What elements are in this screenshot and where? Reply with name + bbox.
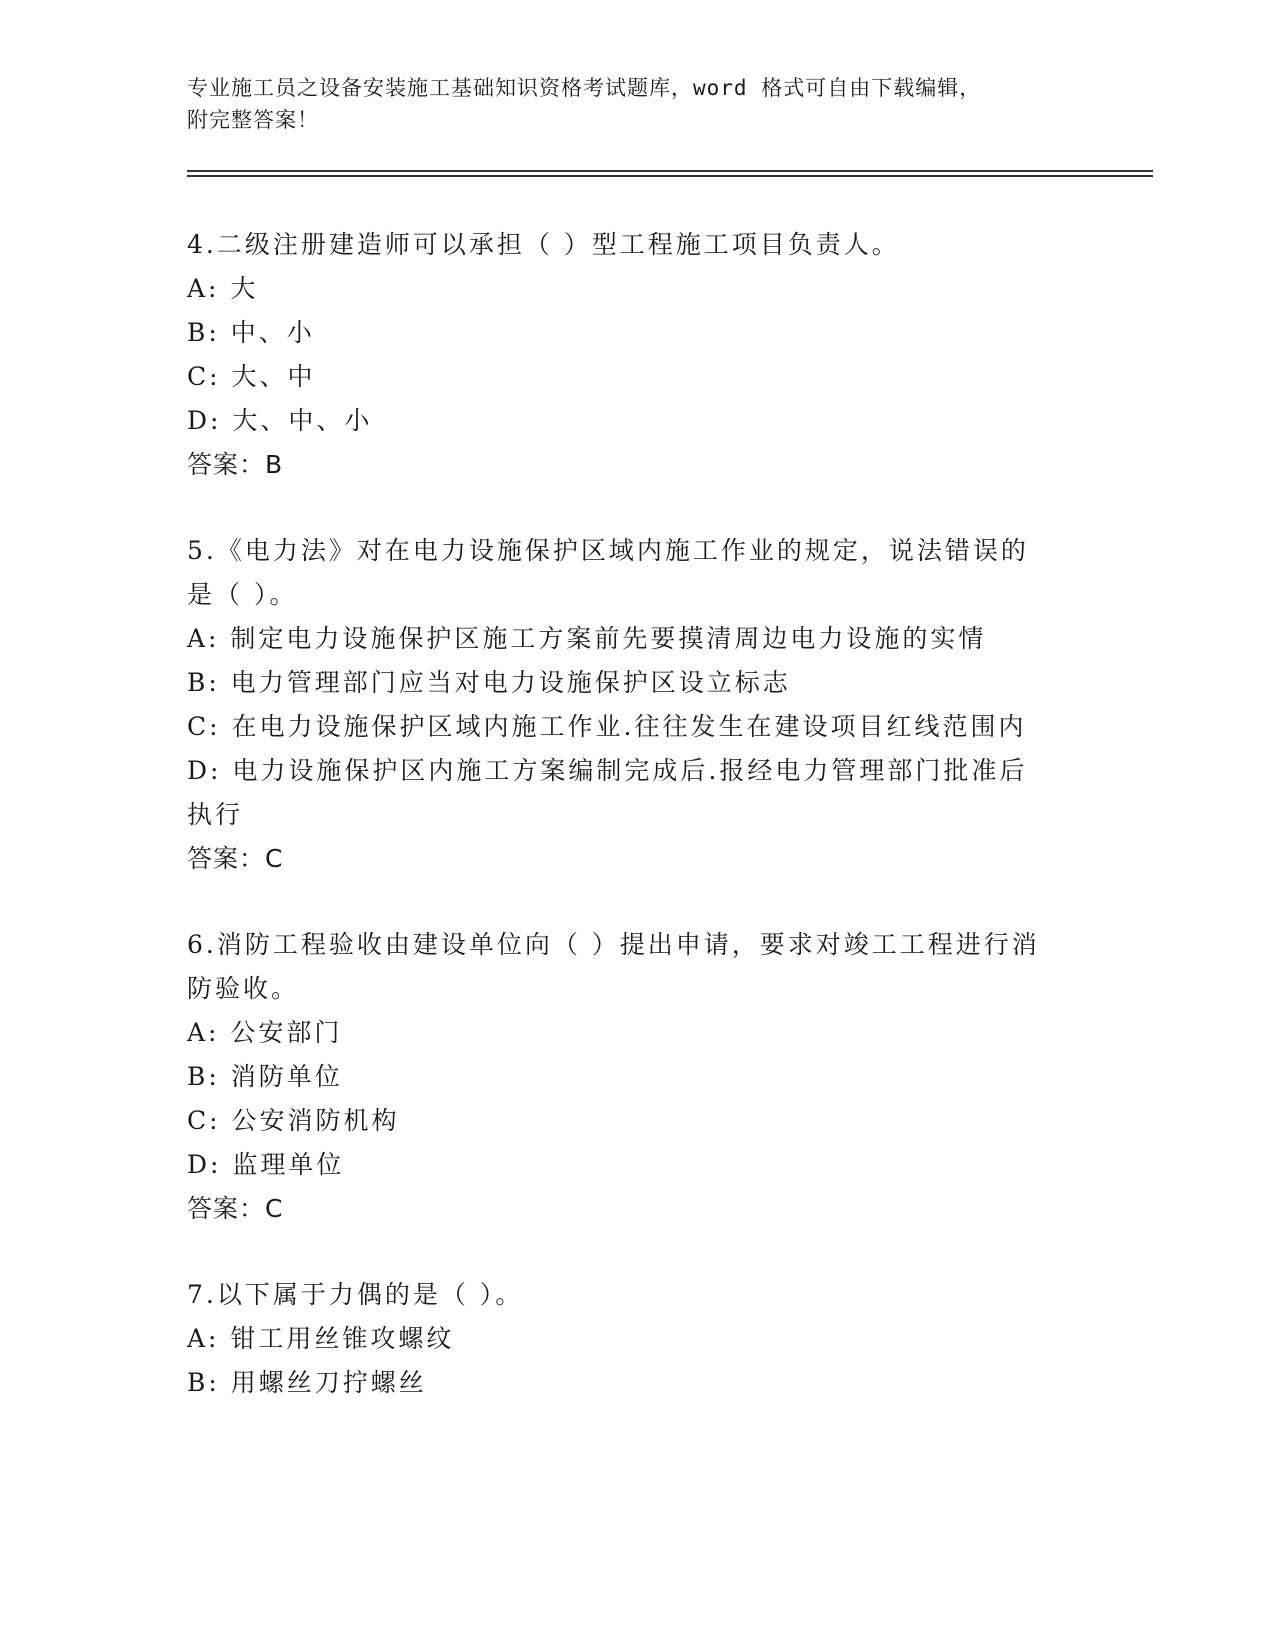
option-c: C: 大、中 (187, 362, 316, 391)
header-line-2: 附完整答案！ (187, 108, 319, 132)
option-d: D: 电力设施保护区内施工方案编制完成后.报经电力管理部门批准后 (187, 756, 1028, 785)
question-stem-continued: 防验收。 (187, 974, 300, 1003)
question-stem: 6.消防工程验收由建设单位向（ ）提出申请，要求对竣工工程进行消 (187, 930, 1040, 959)
option-a: A: 公安部门 (187, 1018, 343, 1047)
question-stem: 5.《电力法》对在电力设施保护区域内施工作业的规定，说法错误的 (187, 536, 1029, 565)
answer: 答案：B (187, 450, 284, 479)
option-d: D: 大、中、小 (187, 406, 373, 435)
header-rule-bottom (187, 175, 1153, 177)
option-b: B: 用螺丝刀拧螺丝 (187, 1368, 427, 1397)
question-stem: 4.二级注册建造师可以承担（ ）型工程施工项目负责人。 (187, 230, 900, 259)
header-line-1: 专业施工员之设备安装施工基础知识资格考试题库，word 格式可自由下载编辑， (187, 76, 982, 100)
option-a: A: 钳工用丝锥攻螺纹 (187, 1324, 455, 1353)
option-a: A: 大 (187, 274, 259, 303)
answer: 答案：C (187, 844, 284, 873)
option-b: B: 消防单位 (187, 1062, 343, 1091)
option-c: C: 在电力设施保护区域内施工作业.往往发生在建设项目红线范围内 (187, 712, 1027, 741)
answer: 答案：C (187, 1194, 284, 1223)
option-d-continued: 执行 (187, 800, 244, 829)
option-a: A: 制定电力设施保护区施工方案前先要摸清周边电力设施的实情 (187, 624, 987, 653)
question-stem-continued: 是（ ）。 (187, 580, 298, 609)
option-d: D: 监理单位 (187, 1150, 345, 1179)
option-b: B: 电力管理部门应当对电力设施保护区设立标志 (187, 668, 791, 697)
option-b: B: 中、小 (187, 318, 315, 347)
question-stem: 7.以下属于力偶的是（ ）。 (187, 1280, 524, 1309)
header-rule-top (187, 170, 1153, 172)
option-c: C: 公安消防机构 (187, 1106, 400, 1135)
